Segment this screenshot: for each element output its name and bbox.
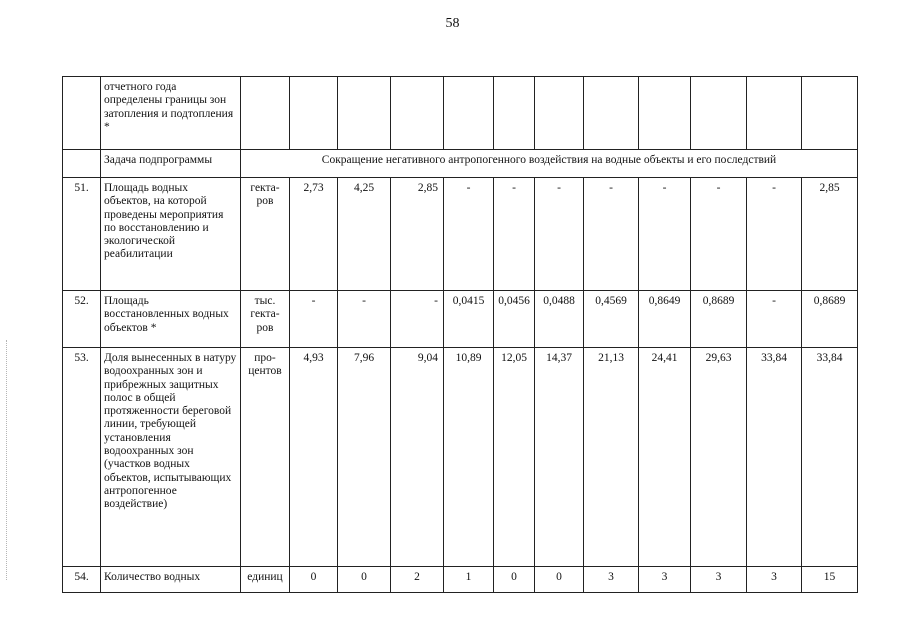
unit-cell <box>241 77 290 150</box>
indicator-name: Площадь восстановленных водных объектов * <box>101 291 241 348</box>
table-row-continued <box>63 77 858 150</box>
value-cell: 3 <box>584 567 639 593</box>
value-cell: - <box>584 178 639 291</box>
value-cell <box>802 77 858 150</box>
value-cell: 2,85 <box>391 178 444 291</box>
value-cell <box>290 77 338 150</box>
table-row <box>63 348 858 567</box>
value-cell: - <box>391 291 444 348</box>
value-cell <box>747 77 802 150</box>
value-cell: 2 <box>391 567 444 593</box>
value-cell: 0,8689 <box>802 291 858 348</box>
value-cell: - <box>535 178 584 291</box>
page-number: 58 <box>445 16 460 31</box>
unit: гекта- ров <box>241 178 290 291</box>
value-cell: 1 <box>444 567 494 593</box>
scan-edge-dotted-line <box>6 340 8 580</box>
value-cell: - <box>494 178 535 291</box>
value-cell: 10,89 <box>444 348 494 567</box>
value-cell: 33,84 <box>802 348 858 567</box>
value-cell: 4,93 <box>290 348 338 567</box>
value-cell: 3 <box>747 567 802 593</box>
value-cell <box>584 77 639 150</box>
row-number: 53. <box>63 348 101 567</box>
value-cell: 0 <box>535 567 584 593</box>
table-row <box>63 567 858 593</box>
value-cell: 33,84 <box>747 348 802 567</box>
value-cell: 3 <box>691 567 747 593</box>
indicator-name-cell: отчетного года определены границы зон затопления и подтопления * <box>101 77 241 150</box>
value-cell: 0 <box>338 567 391 593</box>
value-cell: - <box>290 291 338 348</box>
unit: единиц <box>241 567 290 593</box>
value-cell: 0,8649 <box>639 291 691 348</box>
task-text: Сокращение негативного антропогенного воздействия на водные объекты и его последствий <box>241 150 858 178</box>
value-cell: - <box>747 178 802 291</box>
row-number-cell <box>63 150 101 178</box>
value-cell: - <box>691 178 747 291</box>
value-cell: 15 <box>802 567 858 593</box>
task-label: Задача подпрограммы <box>101 150 241 178</box>
value-cell <box>639 77 691 150</box>
row-number: 52. <box>63 291 101 348</box>
value-cell: 7,96 <box>338 348 391 567</box>
value-cell: 9,04 <box>391 348 444 567</box>
value-cell: - <box>444 178 494 291</box>
value-cell: 0,0456 <box>494 291 535 348</box>
row-number-cell <box>63 77 101 150</box>
row-number: 51. <box>63 178 101 291</box>
value-cell: 29,63 <box>691 348 747 567</box>
table-row <box>63 291 858 348</box>
unit: про- центов <box>241 348 290 567</box>
indicator-name: Доля вынесенных в натуру водоохранных зон и прибрежных защитных полос в общей протяженности береговой линии, требующей установления водоохранных зон (участков водных объектов, испытывающих антропогенное воздействие) <box>101 348 241 567</box>
value-cell: - <box>338 291 391 348</box>
table-row <box>63 178 858 291</box>
value-cell: - <box>639 178 691 291</box>
value-cell: 3 <box>639 567 691 593</box>
value-cell <box>444 77 494 150</box>
value-cell: 2,73 <box>290 178 338 291</box>
value-cell <box>691 77 747 150</box>
row-number: 54. <box>63 567 101 593</box>
value-cell: 4,25 <box>338 178 391 291</box>
value-cell <box>338 77 391 150</box>
value-cell: 0,0488 <box>535 291 584 348</box>
indicator-table <box>62 76 858 593</box>
value-cell: 0,8689 <box>691 291 747 348</box>
value-cell: 24,41 <box>639 348 691 567</box>
indicator-name: Количество водных <box>101 567 241 593</box>
unit: тыс. гекта- ров <box>241 291 290 348</box>
task-row <box>63 150 858 178</box>
value-cell: 2,85 <box>802 178 858 291</box>
value-cell: - <box>747 291 802 348</box>
value-cell: 0 <box>290 567 338 593</box>
value-cell: 12,05 <box>494 348 535 567</box>
value-cell <box>391 77 444 150</box>
value-cell <box>535 77 584 150</box>
value-cell: 0,4569 <box>584 291 639 348</box>
value-cell: 14,37 <box>535 348 584 567</box>
value-cell: 21,13 <box>584 348 639 567</box>
value-cell: 0,0415 <box>444 291 494 348</box>
indicator-name: Площадь водных объектов, на которой проведены мероприятия по восстановлению и экологической реабилитации <box>101 178 241 291</box>
value-cell <box>494 77 535 150</box>
value-cell: 0 <box>494 567 535 593</box>
